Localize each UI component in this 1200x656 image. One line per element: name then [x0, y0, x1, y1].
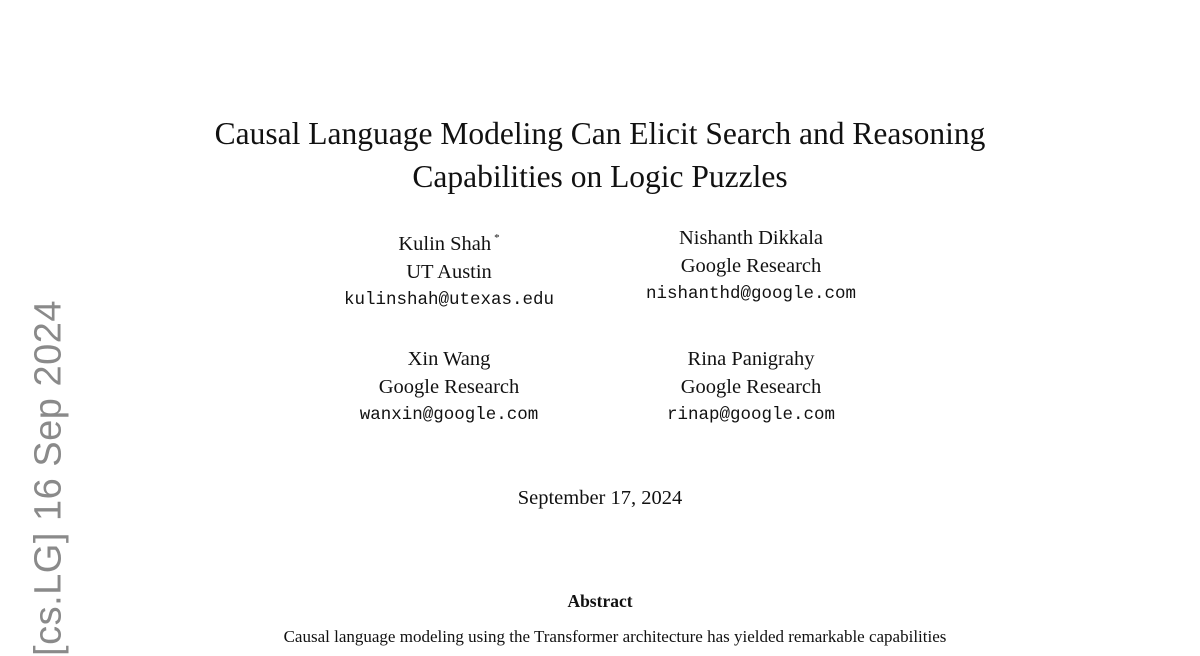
abstract-text: Causal language modeling using the Transformer architecture has yielded remarkable capabilities [283, 627, 947, 646]
arxiv-identifier-stamp: [cs.LG] 16 Sep 2024 [27, 300, 70, 656]
paper-title-line-1: Causal Language Modeling Can Elicit Search and Reasoning [214, 116, 986, 151]
abstract-heading: Abstract [567, 591, 633, 611]
author-email: rinap@google.com [666, 405, 836, 425]
author-name: Rina Panigrahy [687, 348, 815, 370]
paper-title-line-2: Capabilities on Logic Puzzles [412, 159, 788, 194]
author-block-nishanth-dikkala [601, 224, 901, 308]
author-email: nishanthd@google.com [645, 284, 857, 304]
author-email: wanxin@google.com [359, 405, 539, 425]
author-name: Kulin Shah [398, 233, 492, 255]
author-affiliation: Google Research [680, 255, 822, 277]
author-affiliation: UT Austin [406, 261, 492, 283]
author-name-line [299, 224, 599, 258]
paper-title [0, 112, 1200, 198]
paper-date: September 17, 2024 [517, 487, 683, 509]
author-name: Nishanth Dikkala [678, 227, 824, 249]
author-block-xin-wang [299, 345, 599, 429]
author-affiliation: Google Research [680, 376, 822, 398]
author-footnote-mark: * [494, 232, 500, 244]
author-name: Xin Wang [407, 348, 491, 370]
author-email: kulinshah@utexas.edu [343, 290, 555, 310]
author-affiliation: Google Research [378, 376, 520, 398]
author-block-kulin-shah [299, 224, 599, 314]
author-block-rina-panigrahy [601, 345, 901, 429]
